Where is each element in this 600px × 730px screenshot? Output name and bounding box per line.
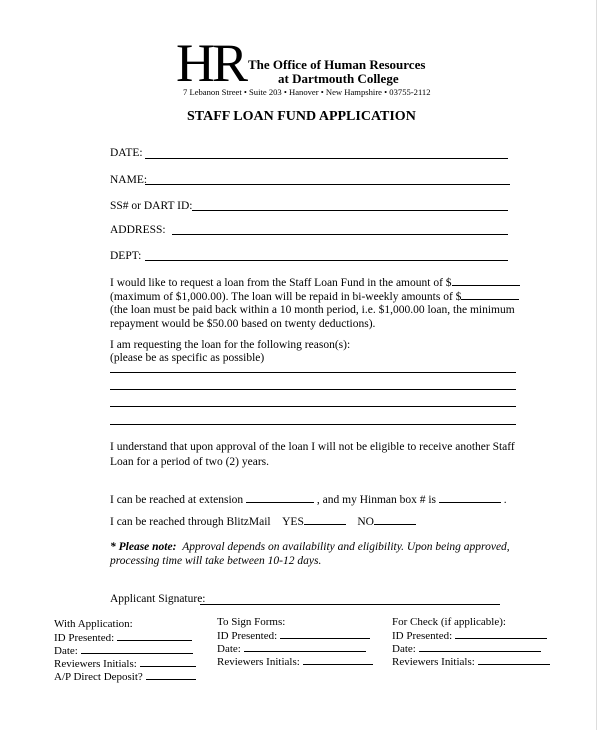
office-name: The Office of Human Resources [248,57,426,72]
col1-initials-field[interactable] [140,656,196,667]
date-field[interactable] [145,158,508,159]
yes-label: YES [282,516,304,528]
signature-label: Applicant Signature: [110,593,206,605]
col2-initials-field[interactable] [303,654,373,665]
extension-label: I can be reached at extension [110,494,244,506]
footer-col1-heading: With Application: [54,618,133,630]
reason-line-3[interactable] [110,406,516,407]
name-label: NAME: [110,174,148,186]
date-label: Date: [54,645,78,657]
date-label: Date: [392,643,416,655]
initials-label: Reviewers Initials: [392,656,475,668]
understand-text-1: I understand that upon approval of the loan I will not be eligible to receive another Staff [110,441,515,453]
reason-line-2[interactable] [110,389,516,390]
loan-text-4: repayment would be $50.00 based on twenty deductions). [110,318,376,330]
yes-field[interactable] [304,514,346,525]
reason-label: I am requesting the loan for the following reason(s): [110,339,351,351]
note-text-1: Approval depends on availability and eligibility. Upon being approved, [182,541,510,553]
address-label: ADDRESS: [110,224,166,236]
date-label: Date: [217,643,241,655]
col3-id-field[interactable] [455,628,547,639]
initials-label: Reviewers Initials: [54,658,137,670]
no-label: NO [357,516,374,528]
blitzmail-row [110,514,416,529]
page-title: STAFF LOAN FUND APPLICATION [187,109,416,124]
dept-field[interactable] [145,260,508,261]
note-line-2: processing time will take between 10-12 days. [110,555,322,567]
footer-col1-deposit [54,669,196,684]
loan-text-1 [110,275,520,290]
ssid-label: SS# or DART ID: [110,200,193,212]
col1-id-field[interactable] [117,630,192,641]
reason-line-4[interactable] [110,424,516,425]
repay-amount-label: (maximum of $1,000.00). The loan will be repaid in bi-weekly amounts of $ [110,291,462,303]
col1-deposit-field[interactable] [146,669,196,680]
col2-id-field[interactable] [280,628,370,639]
signature-field[interactable] [200,604,500,605]
initials-label: Reviewers Initials: [217,656,300,668]
date-label: DATE: [110,147,143,159]
hr-logo: HR [176,33,246,93]
note-line-1 [110,540,510,554]
loan-amount-label: I would like to request a loan from the Staff Loan Fund in the amount of $ [110,277,452,289]
reason-line-1[interactable] [110,372,516,373]
loan-text-3: (the loan must be paid back within a 10 month period, i.e. $1,000.00 loan, the minimum [110,304,515,316]
col3-initials-field[interactable] [478,654,550,665]
id-label: ID Presented: [392,630,453,642]
footer-col3-initials [392,654,550,669]
id-label: ID Presented: [54,632,115,644]
blitzmail-label: I can be reached through BlitzMail [110,516,271,528]
col2-date-field[interactable] [244,641,366,652]
understand-text-2: Loan for a period of two (2) years. [110,456,270,468]
id-label: ID Presented: [217,630,278,642]
col1-date-field[interactable] [81,643,193,654]
extension-field[interactable] [246,492,314,503]
footer-col2-heading: To Sign Forms: [217,616,286,628]
note-label: * Please note: [110,541,177,553]
reason-hint: (please be as specific as possible) [110,352,265,364]
loan-amount-field[interactable] [452,275,520,286]
ssid-field[interactable] [192,210,508,211]
address-field[interactable] [172,234,508,235]
deposit-label: A/P Direct Deposit? [54,671,143,683]
office-college: at Dartmouth College [278,71,399,86]
extension-row [110,492,507,507]
period: . [503,494,507,506]
hinman-label: , and my Hinman box # is [316,494,437,506]
dept-label: DEPT: [110,250,142,262]
repay-amount-field[interactable] [461,289,519,300]
name-field[interactable] [145,184,510,185]
loan-text-2 [110,289,519,304]
no-field[interactable] [374,514,416,525]
hinman-field[interactable] [439,492,501,503]
col3-date-field[interactable] [419,641,541,652]
office-address: 7 Lebanon Street • Suite 203 • Hanover • New Hampshire • 03755-2112 [183,87,431,97]
footer-col3-heading: For Check (if applicable): [392,616,506,628]
footer-col2-initials [217,654,373,669]
